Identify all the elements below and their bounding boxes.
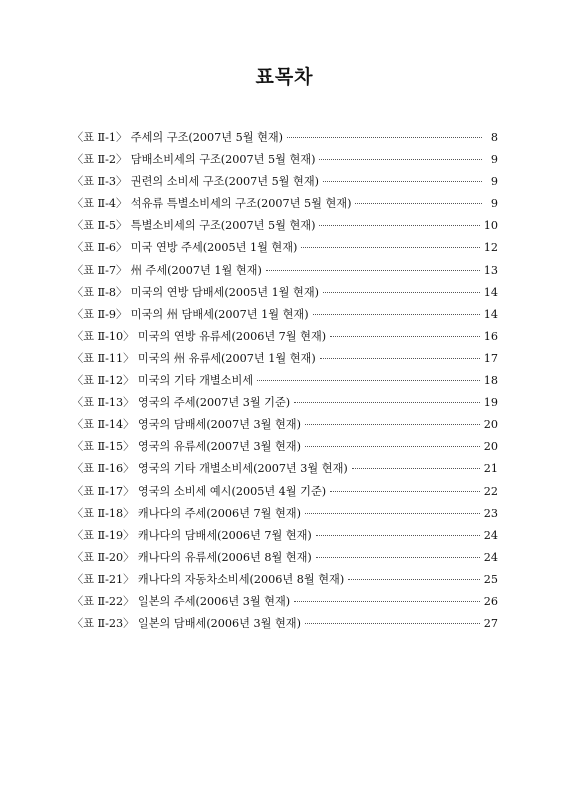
dot-leader <box>266 270 480 271</box>
dot-leader <box>316 557 480 558</box>
toc-entry[interactable] <box>72 149 498 171</box>
toc-entry-page-number: 13 <box>483 263 498 277</box>
toc-entry[interactable] <box>72 193 498 215</box>
toc-entry-page-number: 9 <box>490 153 498 167</box>
dot-leader <box>323 292 480 293</box>
toc-entry-label: 〈표 Ⅱ-14〉 영국의 담배세(2007년 3월 현재) <box>72 418 301 432</box>
toc-entry[interactable] <box>72 215 498 237</box>
toc-entry-label: 〈표 Ⅱ-12〉 미국의 기타 개별소비세 <box>72 374 254 388</box>
toc-entry-page-number: 25 <box>483 572 498 586</box>
toc-entry[interactable] <box>72 237 498 259</box>
toc-entry-label: 〈표 Ⅱ-21〉 캐나다의 자동차소비세(2006년 8월 현재) <box>72 572 345 586</box>
toc-entry[interactable] <box>72 370 498 392</box>
toc-entry-label: 〈표 Ⅱ-9〉 미국의 州 담배세(2007년 1월 현재) <box>72 307 309 321</box>
toc-entry[interactable] <box>72 260 498 282</box>
toc-entry[interactable] <box>72 282 498 304</box>
toc-entry-page-number: 24 <box>483 528 498 542</box>
toc-entry-page-number: 20 <box>483 418 498 432</box>
dot-leader <box>305 513 480 514</box>
toc-entry[interactable] <box>72 613 498 635</box>
dot-leader <box>319 159 482 160</box>
dot-leader <box>313 314 480 315</box>
toc-entry-page-number: 18 <box>483 374 498 388</box>
toc-entry[interactable] <box>72 326 498 348</box>
toc-entry-page-number: 9 <box>490 175 498 189</box>
toc-entry-page-number: 9 <box>490 197 498 211</box>
toc-entry-page-number: 19 <box>483 396 498 410</box>
toc-entry-label: 〈표 Ⅱ-17〉 영국의 소비세 예시(2005년 4월 기준) <box>72 484 327 498</box>
toc-entry-page-number: 12 <box>483 241 498 255</box>
toc-entry-page-number: 23 <box>483 506 498 520</box>
dot-leader <box>301 247 479 248</box>
toc-entry[interactable] <box>72 547 498 569</box>
toc-entry[interactable] <box>72 414 498 436</box>
dot-leader <box>287 137 482 138</box>
toc-entry-label: 〈표 Ⅱ-20〉 캐나다의 유류세(2006년 8월 현재) <box>72 550 312 564</box>
toc-entry-page-number: 16 <box>483 329 498 343</box>
toc-entry[interactable] <box>72 503 498 525</box>
toc-entry-page-number: 20 <box>483 440 498 454</box>
table-of-contents-list <box>72 127 498 635</box>
dot-leader <box>348 579 480 580</box>
toc-entry-label: 〈표 Ⅱ-16〉 영국의 기타 개별소비세(2007년 3월 현재) <box>72 462 348 476</box>
dot-leader <box>320 358 480 359</box>
toc-entry[interactable] <box>72 458 498 480</box>
dot-leader <box>294 402 480 403</box>
toc-entry-label: 〈표 Ⅱ-1〉 주세의 구조(2007년 5월 현재) <box>72 131 284 144</box>
toc-entry[interactable] <box>72 569 498 591</box>
toc-entry[interactable] <box>72 348 498 370</box>
toc-entry-label: 〈표 Ⅱ-13〉 영국의 주세(2007년 3월 기준) <box>72 396 291 410</box>
toc-entry-page-number: 10 <box>483 219 498 233</box>
toc-entry[interactable] <box>72 392 498 414</box>
toc-entry-page-number: 27 <box>483 617 498 631</box>
toc-entry[interactable] <box>72 436 498 458</box>
toc-entry-label: 〈표 Ⅱ-15〉 영국의 유류세(2007년 3월 현재) <box>72 440 301 454</box>
dot-leader <box>352 468 480 469</box>
toc-entry-label: 〈표 Ⅱ-3〉 권련의 소비세 구조(2007년 5월 현재) <box>72 175 320 189</box>
dot-leader <box>305 424 480 425</box>
toc-entry-page-number: 24 <box>483 550 498 564</box>
dot-leader <box>330 491 480 492</box>
dot-leader <box>355 203 482 204</box>
dot-leader <box>323 181 482 182</box>
page-title: 표목차 <box>255 66 314 88</box>
toc-entry-label: 〈표 Ⅱ-11〉 미국의 州 유류세(2007년 1월 현재) <box>72 351 316 365</box>
toc-entry-label: 〈표 Ⅱ-10〉 미국의 연방 유류세(2006년 7월 현재) <box>72 329 327 343</box>
toc-entry-page-number: 17 <box>483 351 498 365</box>
toc-entry[interactable] <box>72 304 498 326</box>
toc-entry-label: 〈표 Ⅱ-6〉 미국 연방 주세(2005년 1월 현재) <box>72 241 298 255</box>
toc-entry-label: 〈표 Ⅱ-7〉 州 주세(2007년 1월 현재) <box>72 263 262 277</box>
toc-entry-page-number: 14 <box>483 307 498 321</box>
toc-entry-label: 〈표 Ⅱ-19〉 캐나다의 담배세(2006년 7월 현재) <box>72 528 312 542</box>
dot-leader <box>319 225 479 226</box>
toc-entry-label: 〈표 Ⅱ-22〉 일본의 주세(2006년 3월 현재) <box>72 594 291 608</box>
toc-entry[interactable] <box>72 525 498 547</box>
toc-entry-label: 〈표 Ⅱ-5〉 특별소비세의 구조(2007년 5월 현재) <box>72 219 316 233</box>
dot-leader <box>257 380 480 381</box>
toc-entry[interactable] <box>72 481 498 503</box>
toc-entry-label: 〈표 Ⅱ-2〉 담배소비세의 구조(2007년 5월 현재) <box>72 153 316 167</box>
dot-leader <box>305 623 480 624</box>
toc-entry-page-number: 8 <box>490 131 498 144</box>
toc-entry-page-number: 14 <box>483 285 498 299</box>
toc-entry[interactable] <box>72 171 498 193</box>
toc-entry-label: 〈표 Ⅱ-8〉 미국의 연방 담배세(2005년 1월 현재) <box>72 285 320 299</box>
toc-entry-label: 〈표 Ⅱ-23〉 일본의 담배세(2006년 3월 현재) <box>72 617 301 631</box>
toc-entry-page-number: 21 <box>483 462 498 476</box>
toc-entry-page-number: 22 <box>483 484 498 498</box>
toc-entry[interactable] <box>72 591 498 613</box>
dot-leader <box>294 601 480 602</box>
dot-leader <box>330 336 480 337</box>
toc-entry-page-number: 26 <box>483 594 498 608</box>
toc-entry-label: 〈표 Ⅱ-18〉 캐나다의 주세(2006년 7월 현재) <box>72 506 301 520</box>
dot-leader <box>305 446 480 447</box>
dot-leader <box>316 535 480 536</box>
toc-entry[interactable] <box>72 127 498 149</box>
toc-entry-label: 〈표 Ⅱ-4〉 석유류 특별소비세의 구조(2007년 5월 현재) <box>72 197 352 211</box>
